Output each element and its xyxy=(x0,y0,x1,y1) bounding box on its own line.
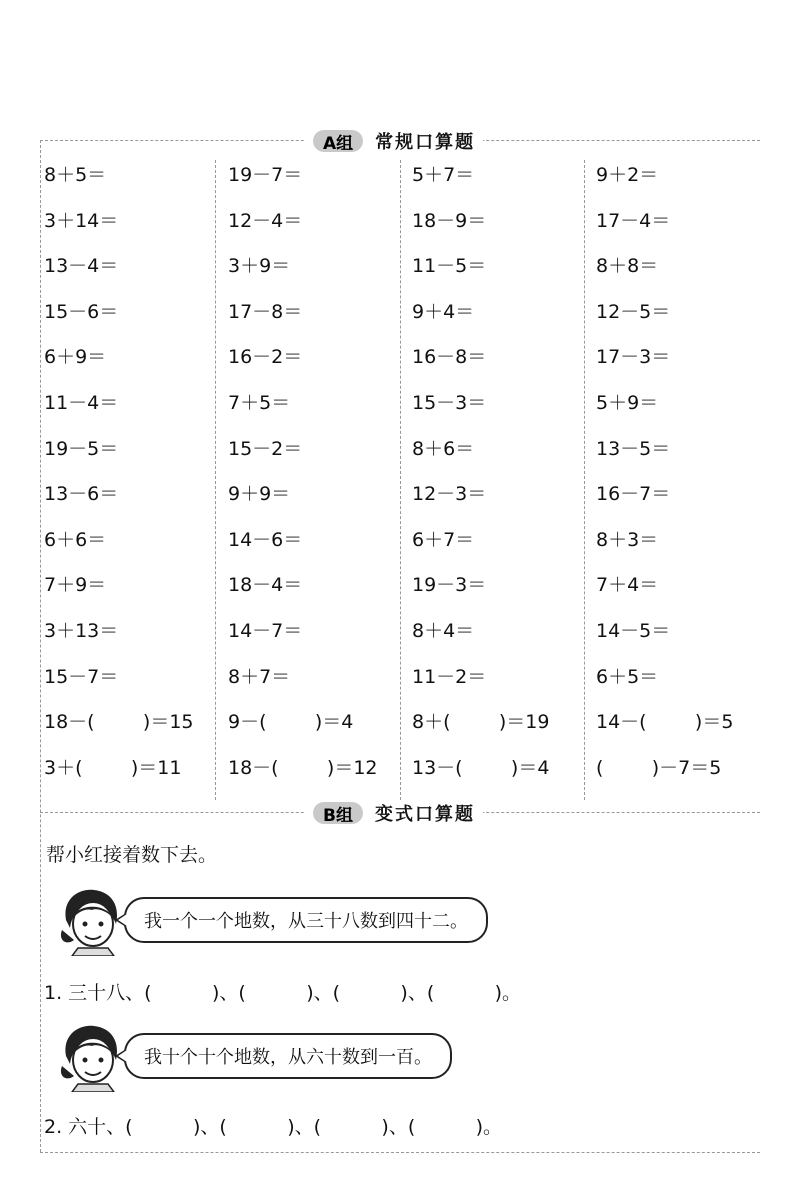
math-problem: 7＋4＝ xyxy=(596,574,659,597)
math-problem: 6＋9＝ xyxy=(44,346,107,369)
math-problem: 8＋3＝ xyxy=(596,528,659,551)
math-problem: 9＋2＝ xyxy=(596,164,659,186)
math-problem: 9＋9＝ xyxy=(228,483,291,506)
math-problem: 9－( )＝4 xyxy=(228,711,354,734)
math-problem: 18－( )＝12 xyxy=(228,756,378,779)
math-problem: 5＋9＝ xyxy=(596,392,659,414)
math-problem: 15－2＝ xyxy=(228,437,303,460)
math-problem: 15－3＝ xyxy=(412,392,487,414)
math-problem: 14－7＝ xyxy=(228,620,303,642)
math-problem: 8＋( )＝19 xyxy=(412,711,550,734)
math-problem: 13－6＝ xyxy=(44,483,119,506)
math-problem: 19－5＝ xyxy=(44,437,119,460)
math-problem: 15－7＝ xyxy=(44,665,119,688)
math-problem: 19－3＝ xyxy=(412,574,487,597)
section-b-title: 变式口算题 xyxy=(374,804,475,825)
math-problem: 17－4＝ xyxy=(596,209,671,232)
math-problem: 16－8＝ xyxy=(412,346,487,369)
math-problem: 3＋( )＝11 xyxy=(44,756,182,779)
math-problem: 12－5＝ xyxy=(596,300,671,323)
math-problem: 12－4＝ xyxy=(228,209,303,232)
math-problem: 13－5＝ xyxy=(596,437,671,460)
math-problem: 11－5＝ xyxy=(412,255,487,278)
math-problem: 15－6＝ xyxy=(44,300,119,323)
math-problem: 17－8＝ xyxy=(228,300,303,323)
math-problem: 11－4＝ xyxy=(44,392,119,414)
section-a-header xyxy=(305,128,483,154)
math-problem: 3＋14＝ xyxy=(44,209,119,232)
arithmetic-grid xyxy=(44,152,760,792)
speech-bubble-1: 我一个一个地数，从三十八数到四十二。 xyxy=(124,897,488,943)
math-problem: 8＋7＝ xyxy=(228,665,291,688)
math-problem: 16－2＝ xyxy=(228,346,303,369)
math-problem: 12－3＝ xyxy=(412,483,487,506)
speech-bubble-2: 我十个十个地数，从六十数到一百。 xyxy=(124,1033,452,1079)
math-problem: 18－4＝ xyxy=(228,574,303,597)
math-problem: 8＋8＝ xyxy=(596,255,659,278)
math-problem: ( )－7＝5 xyxy=(596,756,722,779)
section-a-badge: A组 xyxy=(313,130,363,152)
left-border xyxy=(40,140,41,1152)
speech-row-1 xyxy=(56,884,488,956)
math-problem: 3＋13＝ xyxy=(44,620,119,642)
section-b-badge: B组 xyxy=(313,802,363,824)
math-problem: 14－5＝ xyxy=(596,620,671,642)
math-problem: 6＋6＝ xyxy=(44,528,107,551)
math-problem: 18－9＝ xyxy=(412,209,487,232)
bottom-border xyxy=(40,1152,760,1153)
math-problem: 17－3＝ xyxy=(596,346,671,369)
math-problem: 8＋6＝ xyxy=(412,437,475,460)
math-problem: 3＋9＝ xyxy=(228,255,291,278)
math-problem: 14－( )＝5 xyxy=(596,711,734,734)
instruction-text: 帮小红接着数下去。 xyxy=(46,844,218,866)
math-problem: 6＋5＝ xyxy=(596,665,659,688)
math-problem: 8＋4＝ xyxy=(412,620,475,642)
section-b-header xyxy=(305,800,483,826)
math-problem: 13－4＝ xyxy=(44,255,119,278)
math-problem: 14－6＝ xyxy=(228,528,303,551)
math-problem: 11－2＝ xyxy=(412,665,487,688)
math-problem: 16－7＝ xyxy=(596,483,671,506)
math-problem: 5＋7＝ xyxy=(412,164,475,186)
math-problem: 18－( )＝15 xyxy=(44,711,194,734)
math-problem: 8＋5＝ xyxy=(44,164,107,186)
section-a-title: 常规口算题 xyxy=(375,132,476,153)
math-problem: 6＋7＝ xyxy=(412,528,475,551)
math-problem: 7＋5＝ xyxy=(228,392,291,414)
math-problem: 9＋4＝ xyxy=(412,300,475,323)
math-problem: 19－7＝ xyxy=(228,164,303,186)
speech-row-2 xyxy=(56,1020,452,1092)
counting-sequence-1: 1. 三十八、( )、( )、( )、( )。 xyxy=(44,982,522,1004)
counting-sequence-2: 2. 六十、( )、( )、( )、( )。 xyxy=(44,1116,503,1138)
math-problem: 7＋9＝ xyxy=(44,574,107,597)
math-problem: 13－( )＝4 xyxy=(412,756,550,779)
